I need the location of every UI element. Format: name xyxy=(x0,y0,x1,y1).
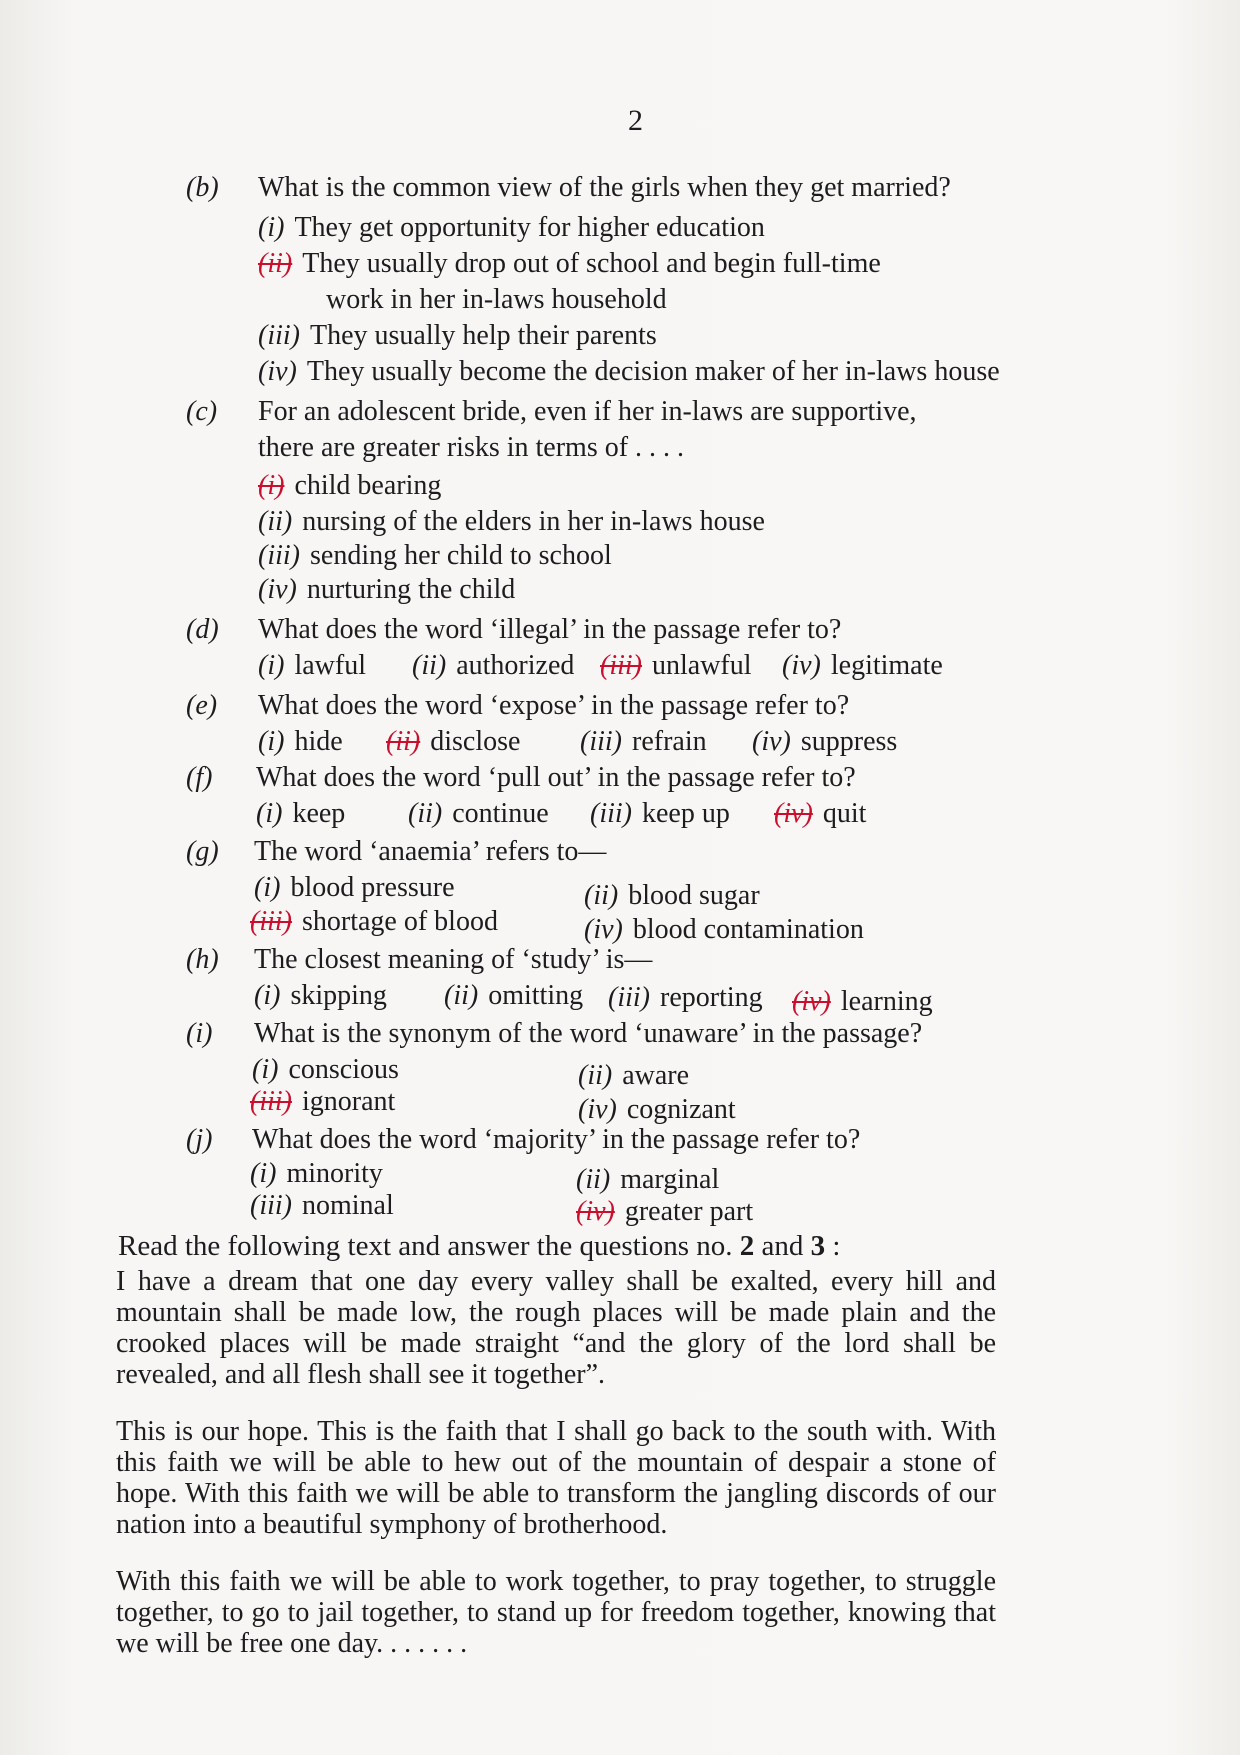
option: (iv) nurturing the child xyxy=(258,574,516,605)
option: (ii) authorized xyxy=(412,650,575,681)
question-text: What does the word ‘expose’ in the passage refer to? xyxy=(258,690,850,721)
option-continuation: work in her in-laws household xyxy=(326,284,667,315)
question-text-line2: there are greater risks in terms of . . . . xyxy=(258,432,685,463)
option-marked: (i) child bearing xyxy=(258,470,442,501)
page-number: 2 xyxy=(628,104,643,137)
option: (i) They get opportunity for higher education xyxy=(258,212,765,243)
option: (ii) omitting xyxy=(444,980,584,1011)
question-text: What does the word ‘pull out’ in the passage refer to? xyxy=(256,762,856,793)
question-text: What is the common view of the girls when they get married? xyxy=(258,172,951,203)
option-marked: (iv) quit xyxy=(774,798,867,829)
question-number: (b) xyxy=(186,172,219,203)
question-text: What does the word ‘illegal’ in the passage refer to? xyxy=(258,614,842,645)
question-text: For an adolescent bride, even if her in-laws are supportive, xyxy=(258,396,917,427)
option-marked: (ii) They usually drop out of school and begin full-time xyxy=(258,248,881,279)
option: (ii) blood sugar xyxy=(584,880,760,911)
answer-mark-icon: (ii) xyxy=(258,248,293,279)
option-marked: (iv) greater part xyxy=(576,1196,754,1227)
question-number: (d) xyxy=(186,614,219,645)
question-text: The closest meaning of ‘study’ is— xyxy=(254,944,653,975)
option: (i) lawful xyxy=(258,650,366,681)
passage-paragraph-1: I have a dream that one day every valley shall be exalted, every hill and mountain shall be made low, the rough places will be made plain and the crooked places will be made straight “and the glory of the lord shall be revealed, and all flesh shall see it together”. xyxy=(116,1266,996,1390)
question-number: (c) xyxy=(186,396,218,427)
answer-mark-icon: (iii) xyxy=(250,906,292,937)
answer-mark-icon: (iv) xyxy=(792,986,831,1017)
question-number: (j) xyxy=(186,1124,213,1155)
passage-paragraph-2: This is our hope. This is the faith that I shall go back to the south with. With this faith we will be able to hew out of the mountain of despair a stone of hope. With this faith we will be able to transform the jangling discords of our nation into a beautiful symphony of brotherhood. xyxy=(116,1416,996,1540)
question-text: What is the synonym of the word ‘unaware’ in the passage? xyxy=(254,1018,923,1049)
passage-paragraph-3: With this faith we will be able to work together, to pray together, to struggle together, to go to jail together, to stand up for freedom together, knowing that we will be free one day. . . . . . . xyxy=(116,1566,996,1659)
question-number: (e) xyxy=(186,690,218,721)
option: (iv) blood contamination xyxy=(584,914,864,945)
option: (i) minority xyxy=(250,1158,383,1189)
option: (iii) keep up xyxy=(590,798,730,829)
option: (i) keep xyxy=(256,798,346,829)
option: (iv) They usually become the decision maker of her in-laws house xyxy=(258,356,1000,387)
option-marked: (iii) ignorant xyxy=(250,1086,396,1117)
option: (iv) suppress xyxy=(752,726,898,757)
option: (i) conscious xyxy=(252,1054,399,1085)
answer-mark-icon: (ii) xyxy=(386,726,421,757)
option: (iii) sending her child to school xyxy=(258,540,612,571)
option: (iii) reporting xyxy=(608,982,763,1013)
question-number: (g) xyxy=(186,836,219,867)
question-text: The word ‘anaemia’ refers to— xyxy=(254,836,607,867)
option: (iii) nominal xyxy=(250,1190,394,1221)
answer-mark-icon: (iv) xyxy=(576,1196,615,1227)
answer-mark-icon: (i) xyxy=(258,470,285,501)
option-marked: (iv) learning xyxy=(792,986,933,1017)
answer-mark-icon: (iii) xyxy=(600,650,642,681)
option: (iii) refrain xyxy=(580,726,707,757)
option: (i) skipping xyxy=(254,980,387,1011)
option: (ii) continue xyxy=(408,798,549,829)
option: (i) hide xyxy=(258,726,343,757)
option-marked: (iii) shortage of blood xyxy=(250,906,498,937)
option-marked: (ii) disclose xyxy=(386,726,521,757)
question-number: (f) xyxy=(186,762,213,793)
option: (i) blood pressure xyxy=(254,872,455,903)
option: (iv) legitimate xyxy=(782,650,943,681)
option: (iii) They usually help their parents xyxy=(258,320,657,351)
answer-mark-icon: (iv) xyxy=(774,798,813,829)
option: (ii) marginal xyxy=(576,1164,720,1195)
option-marked: (iii) unlawful xyxy=(600,650,752,681)
option: (ii) nursing of the elders in her in-laws house xyxy=(258,506,765,537)
option: (ii) aware xyxy=(578,1060,690,1091)
option: (iv) cognizant xyxy=(578,1094,736,1125)
question-text: What does the word ‘majority’ in the passage refer to? xyxy=(252,1124,861,1155)
question-number: (i) xyxy=(186,1018,213,1049)
reading-instruction: Read the following text and answer the questions no. 2 and 3 : xyxy=(118,1230,841,1262)
answer-mark-icon: (iii) xyxy=(250,1086,292,1117)
question-number: (h) xyxy=(186,944,219,975)
